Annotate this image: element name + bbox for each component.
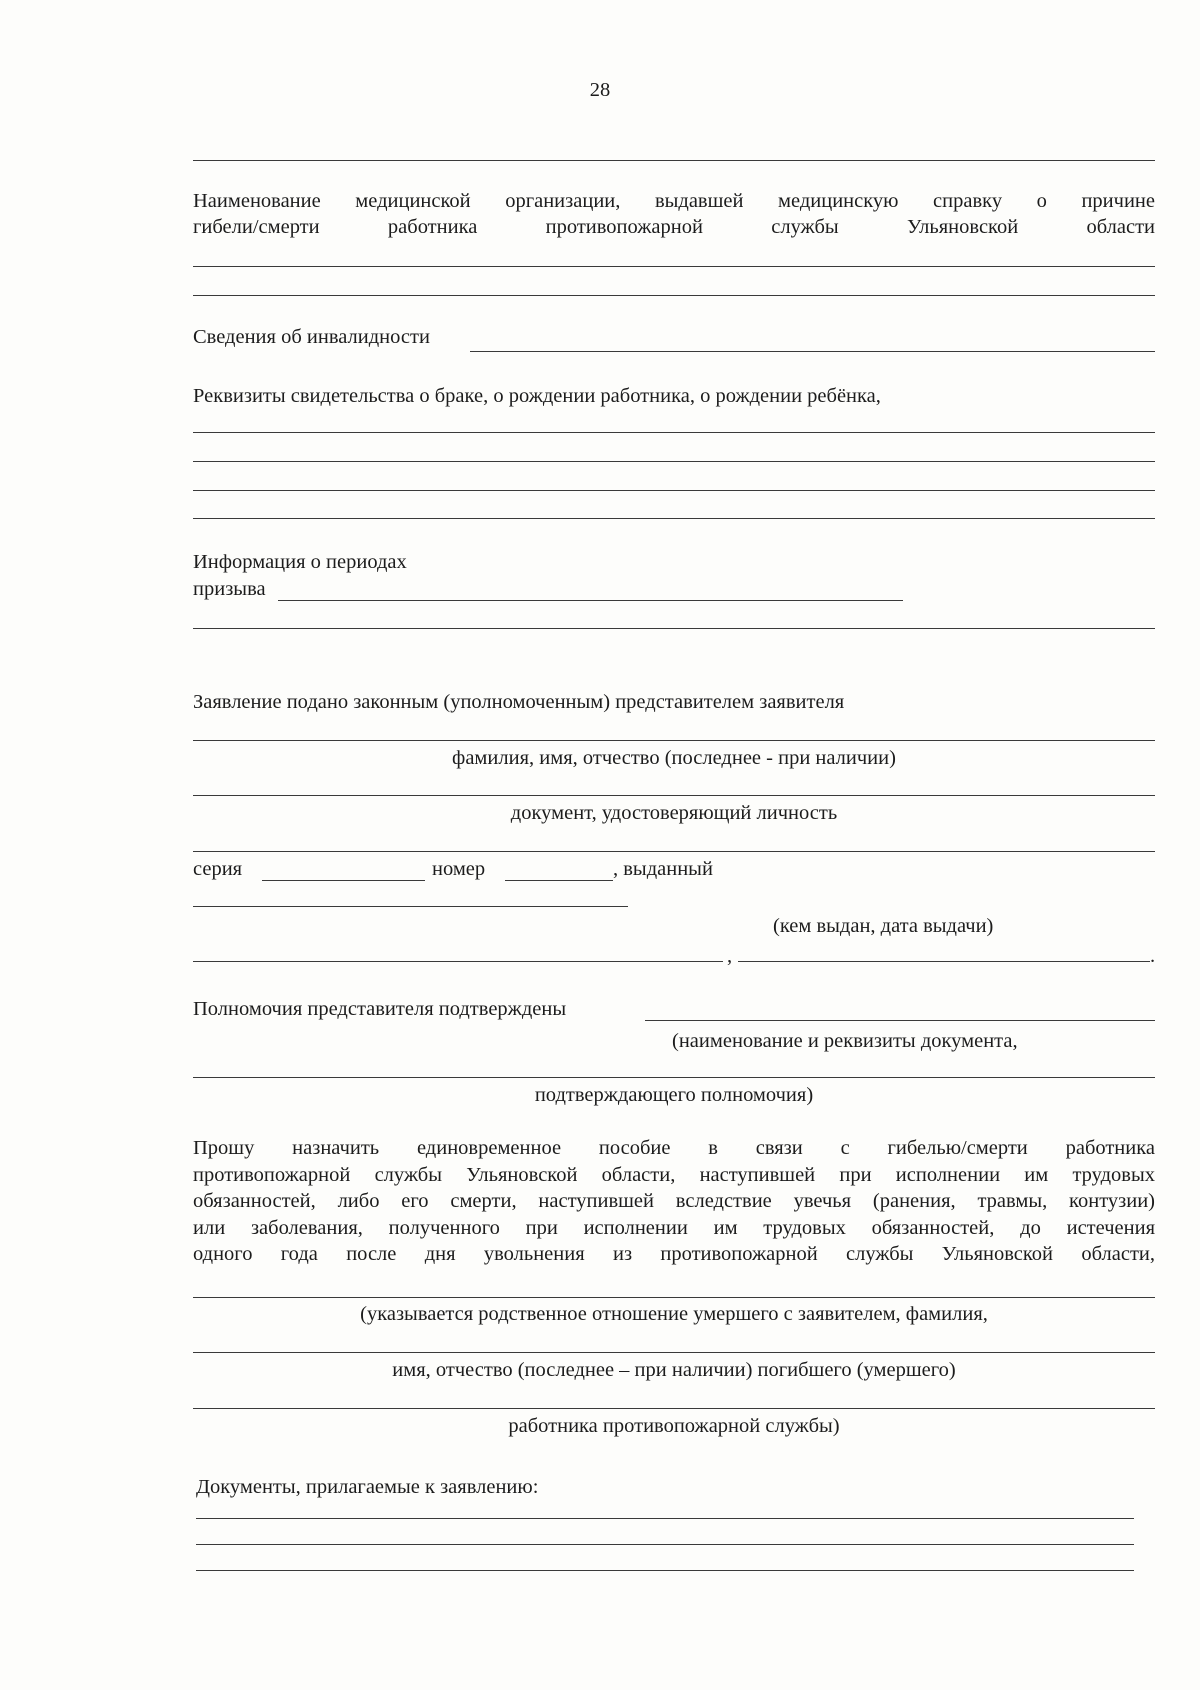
certificates-field-line4[interactable] [193,518,1155,519]
conscription-label-line2: призыва [193,578,266,600]
authority-field-2[interactable] [193,1077,1155,1078]
certificates-label: Реквизиты свидетельства о браке, о рождении работника, о рождении ребёнка, [193,385,881,407]
deceased-worker-caption: работника противопожарной службы) [508,1415,840,1437]
medical-org-label-line2 [193,214,1155,241]
issued-comma: , [727,945,733,967]
medical-org-text-2: гибели/смерти работника противопожарной службы Ульяновской области [193,216,1155,238]
documents-field-line2[interactable] [196,1544,1134,1545]
request-line-3: обязанностей, либо его смерти, наступившей вследствие увечья (ранения, травмы, контузии) [193,1190,1155,1212]
request-line-2: противопожарной службы Ульяновской области, наступившей при исполнении им трудовых [193,1163,1155,1186]
deceased-name-caption: имя, отчество (последнее – при наличии) погибшего (умершего) [392,1359,956,1381]
deceased-worker-field[interactable] [193,1408,1155,1409]
documents-field-line1[interactable] [196,1518,1134,1519]
authority-caption-1: (наименование и реквизиты документа, [672,1030,1018,1052]
request-line-1: Прошу назначить единовременное пособие в связи с гибелью/смерти работника [193,1137,1155,1159]
representative-name-field[interactable] [193,740,1155,741]
issued-caption: (кем выдан, дата выдачи) [773,915,994,937]
issued-field-right[interactable] [738,961,1150,962]
deceased-name-field[interactable] [193,1352,1155,1353]
authority-caption-2: подтверждающего полномочия) [534,1084,814,1106]
authority-field[interactable] [645,1020,1155,1021]
number-label: номер [432,858,486,880]
page-number: 28 [589,79,611,101]
series-label: серия [193,858,243,880]
issued-label: , выданный [613,858,713,880]
representative-doc-field-2[interactable] [193,851,1155,852]
issued-period: . [1150,945,1156,967]
request-line-4: или заболевания, полученного при исполнении им трудовых обязанностей, до истечения [193,1216,1155,1239]
certificates-field-line1[interactable] [193,432,1155,433]
medical-org-field-line1[interactable] [193,266,1155,267]
relationship-field[interactable] [193,1297,1155,1298]
conscription-field-line2[interactable] [193,628,1155,629]
representative-intro: Заявление подано законным (уполномоченным) представителем заявителя [193,691,845,713]
authority-label: Полномочия представителя подтверждены [193,998,567,1020]
certificates-field-line2[interactable] [193,461,1155,462]
top-rule [193,160,1155,161]
disability-label: Сведения об инвалидности [193,326,430,348]
medical-org-text-1: Наименование медицинской организации, выдавшей медицинскую справку о причине [193,190,1155,212]
series-field[interactable] [262,880,425,881]
relationship-caption: (указывается родственное отношение умершего с заявителем, фамилия, [360,1303,988,1325]
documents-field-line3[interactable] [196,1570,1134,1571]
issued-field[interactable] [193,906,628,907]
certificates-field-line3[interactable] [193,490,1155,491]
conscription-label-line1: Информация о периодах [193,551,407,573]
representative-doc-caption: документ, удостоверяющий личность [510,802,838,824]
request-line-5: одного года после дня увольнения из противопожарной службы Ульяновской области, [193,1243,1155,1265]
medical-org-label-line1 [193,188,1155,215]
conscription-field-line1[interactable] [278,600,903,601]
documents-label: Документы, прилагаемые к заявлению: [196,1476,539,1498]
representative-name-caption: фамилия, имя, отчество (последнее - при наличии) [452,747,896,769]
issued-field-left[interactable] [193,961,723,962]
request-paragraph [193,1135,1155,1268]
disability-field[interactable] [470,351,1155,352]
representative-doc-field[interactable] [193,795,1155,796]
medical-org-field-line2[interactable] [193,295,1155,296]
number-field[interactable] [505,880,613,881]
